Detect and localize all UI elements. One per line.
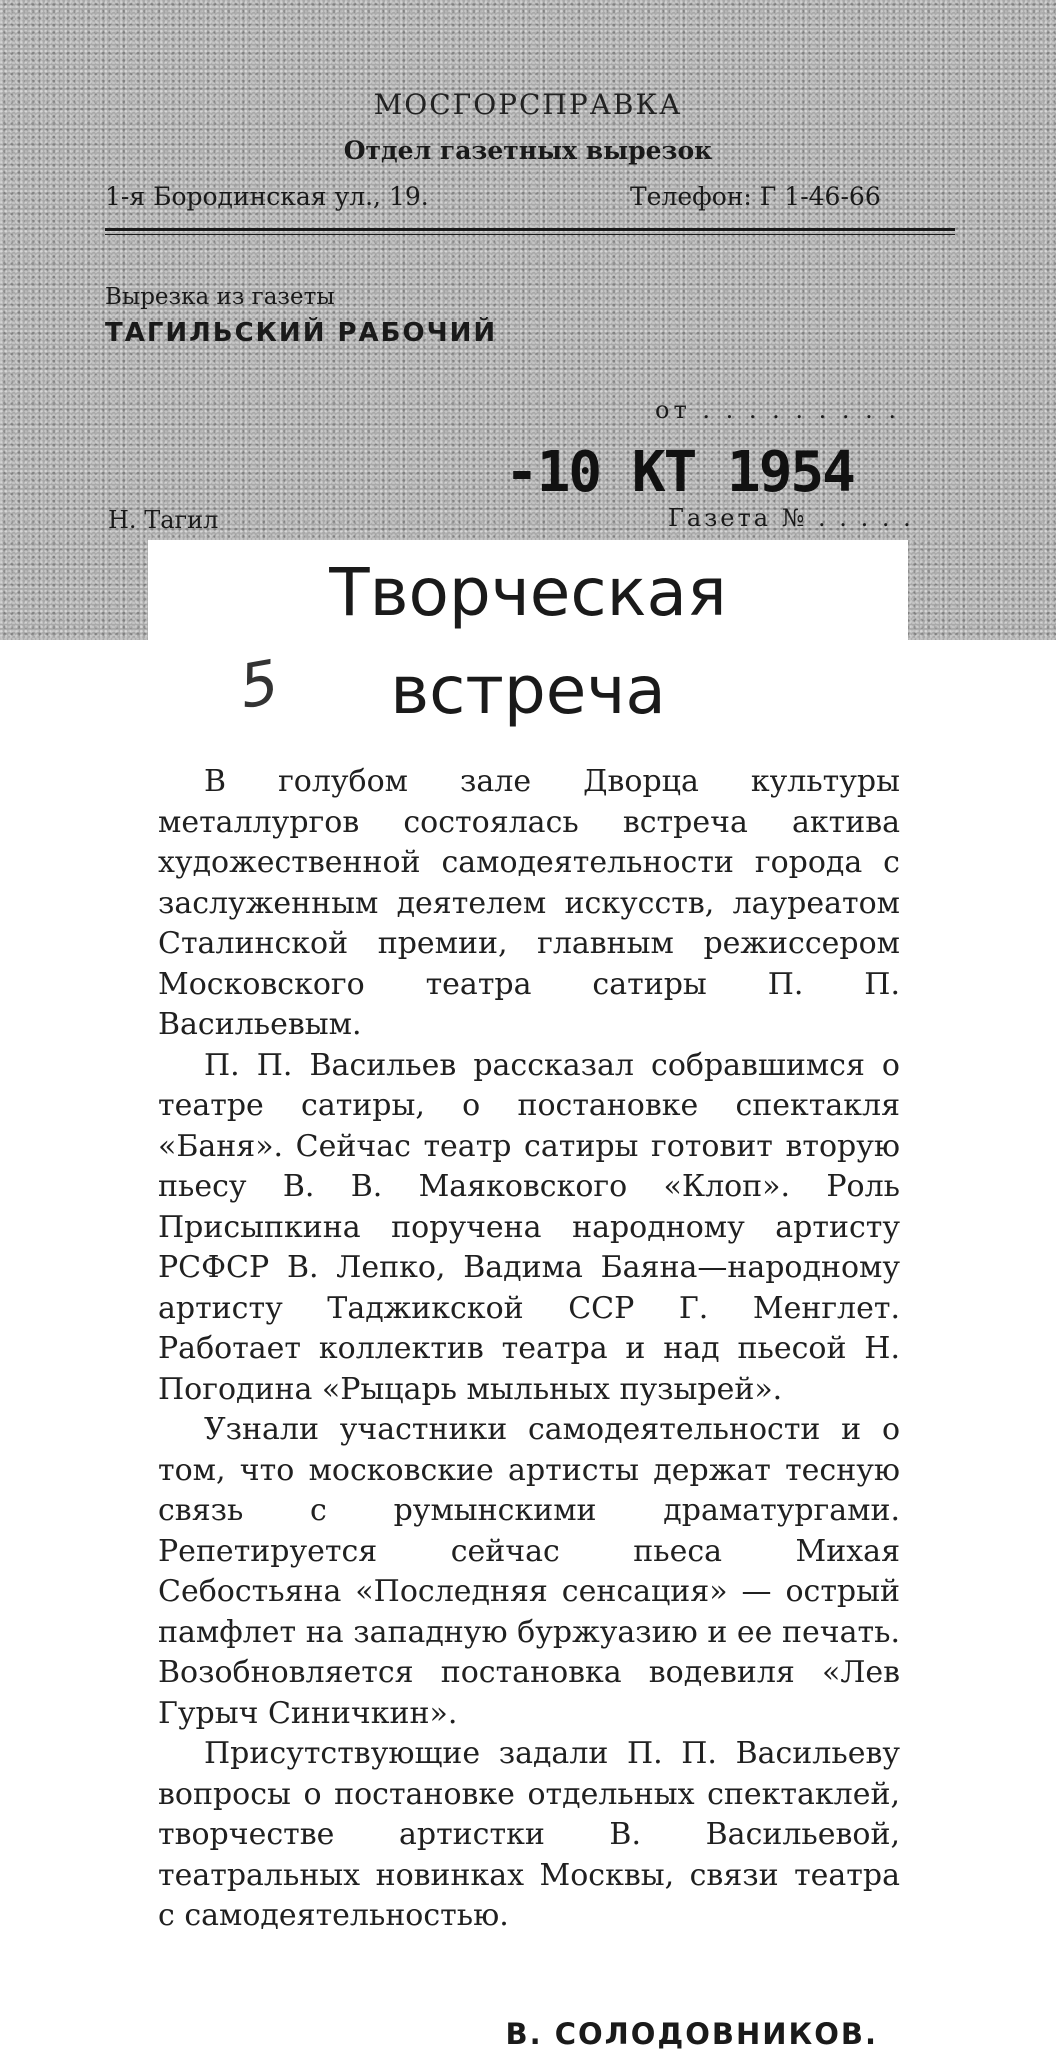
issue-label: Газета № . . . . . [668,504,914,532]
headline-line-1: Творческая [329,554,727,631]
author-signature: В. СОЛОДОВНИКОВ. [505,2017,878,2051]
clipping-label: Вырезка из газеты [105,284,335,310]
address: 1-я Бородинская ул., 19. [105,182,429,211]
from-label: от . . . . . . . . . [655,396,901,424]
header-divider [105,228,955,231]
article-paragraph: Присутствующие задали П. П. Васильеву вопросы о постановке отдельных спектаклей, творчестве артистки В. Васильевой, театральных новинках Москвы, связи театра с самодеятельностью. [158,1736,900,1933]
article-body [158,762,900,1937]
headline-line-2: встреча [390,652,666,729]
department-name: Отдел газетных вырезок [343,136,713,165]
newspaper-clipping [148,540,908,2063]
city-label: Н. Тагил [108,506,219,534]
phone: Телефон: Г 1-46-66 [630,182,881,211]
article-paragraph: В голубом зале Дворца культуры металлургов состоялась встреча актива художественной самодеятельности города с заслуженным деятелем искусств, лауреатом Сталинской премии, главным режиссером Московского театра сатиры П. П. Васильевым. [158,764,900,1042]
date-stamp: -10 КТ 1954 [505,440,854,505]
newspaper-name: ТАГИЛЬСКИЙ РАБОЧИЙ [105,318,498,348]
handwritten-number: 5 [234,647,284,723]
org-name: МОСГОРСПРАВКА [373,88,683,121]
header-divider-thin [105,234,955,235]
article-paragraph: Узнали участники самодеятельности и о том, что московские артисты держат тесную связь с румынскими драматургами. Репетируется сейчас пьеса Михая Себостьяна «Последняя сенсация» — острый памфлет на западную буржуазию и ее печать. Возобновляется постановка водевиля «Лев Гурыч Синичкин». [158,1412,900,1731]
article-paragraph: П. П. Васильев рассказал собравшимся о театре сатиры, о постановке спектакля «Баня». Сейчас театр сатиры готовит вторую пьесу В. В. Маяковского «Клоп». Роль Присыпкина поручена народному артисту РСФСР В. Лепко, Вадима Баяна—народному артисту Таджикской ССР Г. Менглет. Работает коллектив театра и над пьесой Н. Погодина «Рыцарь мыльных пузырей». [158,1047,900,1407]
